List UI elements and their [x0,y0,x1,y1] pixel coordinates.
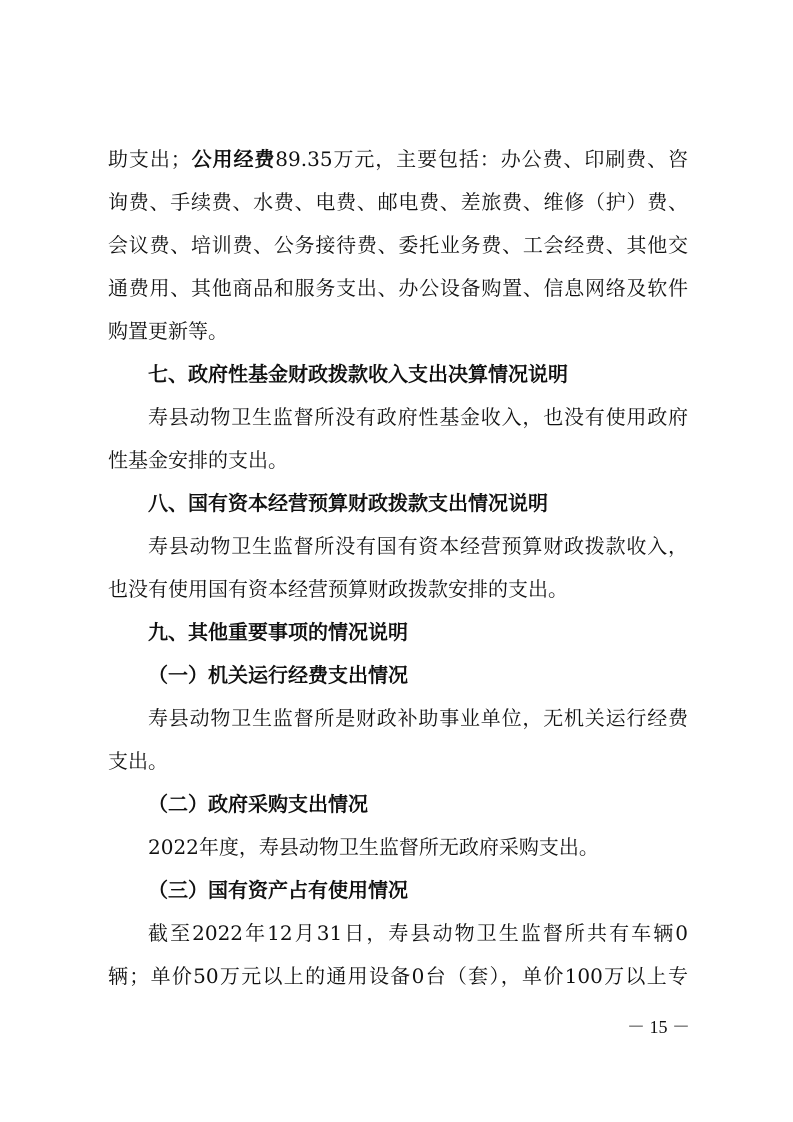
subsection-heading: （三）国有资产占有使用情况 [148,878,408,902]
bold-term: 公用经费 [190,147,276,171]
paragraph-line: 通费用、其他商品和服务支出、办公设备购置、信息网络及软件 [108,276,688,300]
text-run: 助支出； [108,147,191,171]
paragraph-line: 会议费、培训费、公务接待费、委托业务费、工会经费、其他交 [108,233,688,257]
paragraph-line: 也没有使用国有资本经营预算财政拨款安排的支出。 [108,577,568,601]
section-heading: 八、国有资本经营预算财政拨款支出情况说明 [148,491,548,515]
paragraph-line: 购置更新等。 [108,319,228,343]
text-run: 89.35万元，主要包括：办公费、印刷费、咨 [275,147,688,171]
paragraph-line: 辆；单价50万元以上的通用设备0台（套），单价100万以上专 [108,964,688,988]
paragraph-line: 寿县动物卫生监督所没有政府性基金收入，也没有使用政府 [148,405,688,429]
paragraph-line: 性基金安排的支出。 [108,448,288,472]
page-number: － 15 － [627,1017,690,1037]
paragraph-line: 支出。 [108,749,168,773]
paragraph-line: 询费、手续费、水费、电费、邮电费、差旅费、维修（护）费、 [108,190,688,214]
paragraph-line [108,139,688,179]
subsection-heading: （二）政府采购支出情况 [148,792,368,816]
paragraph-line: 截至2022年12月31日，寿县动物卫生监督所共有车辆0 [148,921,688,945]
paragraph-line: 2022年度，寿县动物卫生监督所无政府采购支出。 [148,835,599,859]
section-heading: 七、政府性基金财政拨款收入支出决算情况说明 [148,362,568,386]
subsection-heading: （一）机关运行经费支出情况 [148,663,408,687]
paragraph-line: 寿县动物卫生监督所没有国有资本经营预算财政拨款收入， [148,534,688,558]
paragraph-line: 寿县动物卫生监督所是财政补助事业单位，无机关运行经费 [148,706,688,730]
section-heading: 九、其他重要事项的情况说明 [148,620,408,644]
